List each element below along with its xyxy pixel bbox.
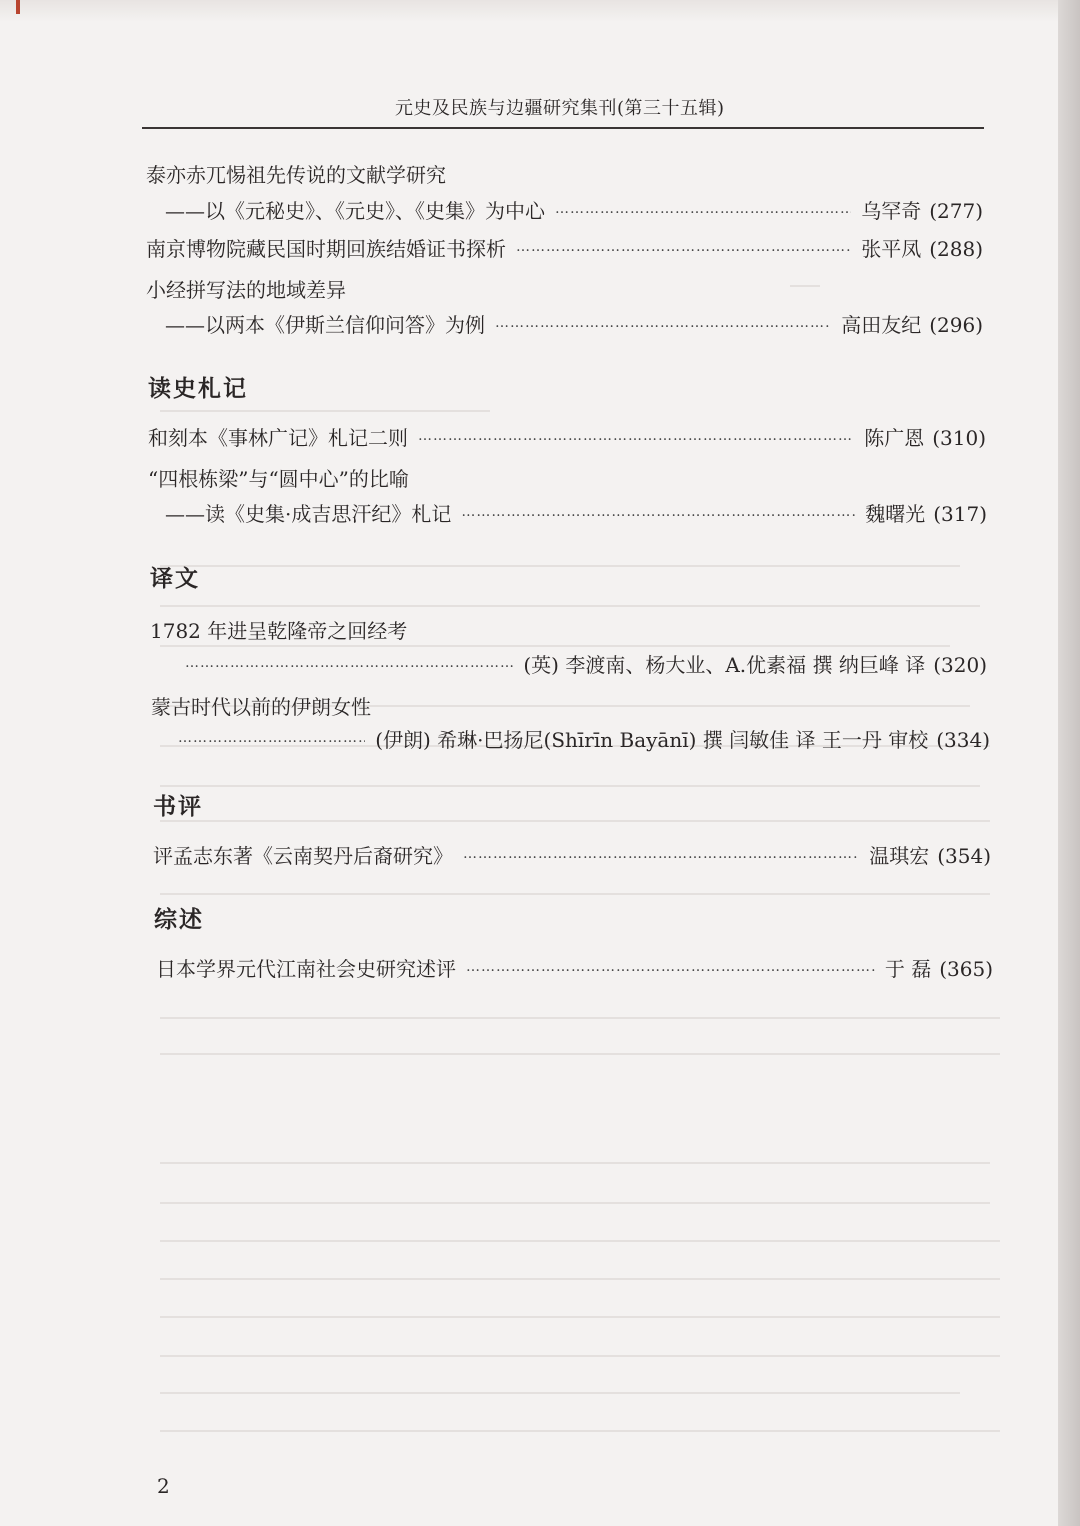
dot-leader bbox=[495, 315, 831, 331]
entry-author: 张平凤 bbox=[861, 236, 922, 261]
header-rule bbox=[142, 127, 984, 129]
toc-entry bbox=[156, 952, 993, 982]
toc-entry bbox=[146, 273, 346, 303]
toc-entry bbox=[146, 232, 983, 262]
entry-author: (英) 李渡南、杨大业、A.优素福 撰 纳巨峰 译 bbox=[523, 652, 926, 677]
toc-entry bbox=[185, 648, 987, 678]
entry-page: (354) bbox=[937, 843, 991, 868]
dot-leader bbox=[418, 428, 854, 444]
toc-entry bbox=[148, 462, 409, 492]
entry-page: (310) bbox=[932, 425, 986, 450]
entry-page: (317) bbox=[933, 501, 987, 526]
section-heading: 读史札记 bbox=[148, 375, 248, 402]
section-heading: 综述 bbox=[154, 906, 204, 933]
entry-title: “四根栋梁”与“圆中心”的比喻 bbox=[148, 466, 409, 491]
dot-leader bbox=[185, 655, 513, 671]
entry-author: 陈广恩 bbox=[864, 425, 925, 450]
entry-page: (296) bbox=[929, 312, 983, 337]
entry-author: 于 磊 bbox=[884, 956, 932, 981]
toc-entry bbox=[165, 308, 983, 338]
entry-author: 乌罕奇 bbox=[861, 198, 922, 223]
dot-leader bbox=[516, 239, 851, 255]
section-heading: 译文 bbox=[150, 565, 200, 592]
entry-page: (365) bbox=[939, 956, 993, 981]
entry-title: 泰亦赤兀惕祖先传说的文献学研究 bbox=[146, 162, 446, 187]
entry-title: 小经拼写法的地域差异 bbox=[146, 277, 346, 302]
toc-entry bbox=[150, 614, 407, 644]
entry-page: (320) bbox=[933, 652, 987, 677]
scan-top-edge bbox=[0, 0, 1080, 22]
toc-entry bbox=[165, 497, 987, 527]
entry-page: (334) bbox=[936, 727, 990, 752]
entry-title: 蒙古时代以前的伊朗女性 bbox=[151, 694, 371, 719]
dot-leader bbox=[463, 846, 859, 862]
toc-entry bbox=[148, 421, 986, 451]
entry-author: (伊朗) 希琳·巴扬尼(Shīrīn Bayānī) 撰 闫敏佳 译 王一丹 审校 bbox=[375, 727, 929, 752]
dot-leader bbox=[555, 201, 851, 217]
entry-title: 日本学界元代江南社会史研究述评 bbox=[156, 956, 456, 981]
entry-title: 评孟志东著《云南契丹后裔研究》 bbox=[153, 843, 453, 868]
toc-entry bbox=[178, 723, 990, 753]
dot-leader bbox=[466, 959, 875, 975]
entry-title: 南京博物院藏民国时期回族结婚证书探析 bbox=[146, 236, 506, 261]
page-number: 2 bbox=[157, 1474, 170, 1498]
entry-page: (277) bbox=[929, 198, 983, 223]
entry-author: 魏曙光 bbox=[865, 501, 926, 526]
entry-title: 和刻本《事林广记》札记二则 bbox=[148, 425, 408, 450]
toc-entry bbox=[146, 158, 446, 188]
entry-title: ——以两本《伊斯兰信仰问答》为例 bbox=[165, 312, 485, 337]
dot-leader bbox=[178, 730, 365, 746]
toc-entry bbox=[151, 690, 371, 720]
toc-entry bbox=[153, 839, 991, 869]
dot-leader bbox=[461, 504, 855, 520]
entry-author: 温琪宏 bbox=[869, 843, 930, 868]
scan-right-edge bbox=[1058, 0, 1080, 1526]
toc-entry bbox=[165, 194, 983, 224]
entry-title: ——以《元秘史》、《元史》、《史集》为中心 bbox=[165, 198, 545, 223]
section-heading: 书评 bbox=[153, 793, 203, 820]
entry-title: 1782 年进呈乾隆帝之回经考 bbox=[150, 618, 408, 643]
entry-title: ——读《史集·成吉思汗纪》札记 bbox=[165, 501, 452, 526]
running-header: 元史及民族与边疆研究集刊(第三十五辑) bbox=[395, 98, 725, 119]
entry-page: (288) bbox=[929, 236, 983, 261]
scan-edge-mark bbox=[16, 0, 20, 14]
entry-author: 高田友纪 bbox=[841, 312, 922, 337]
